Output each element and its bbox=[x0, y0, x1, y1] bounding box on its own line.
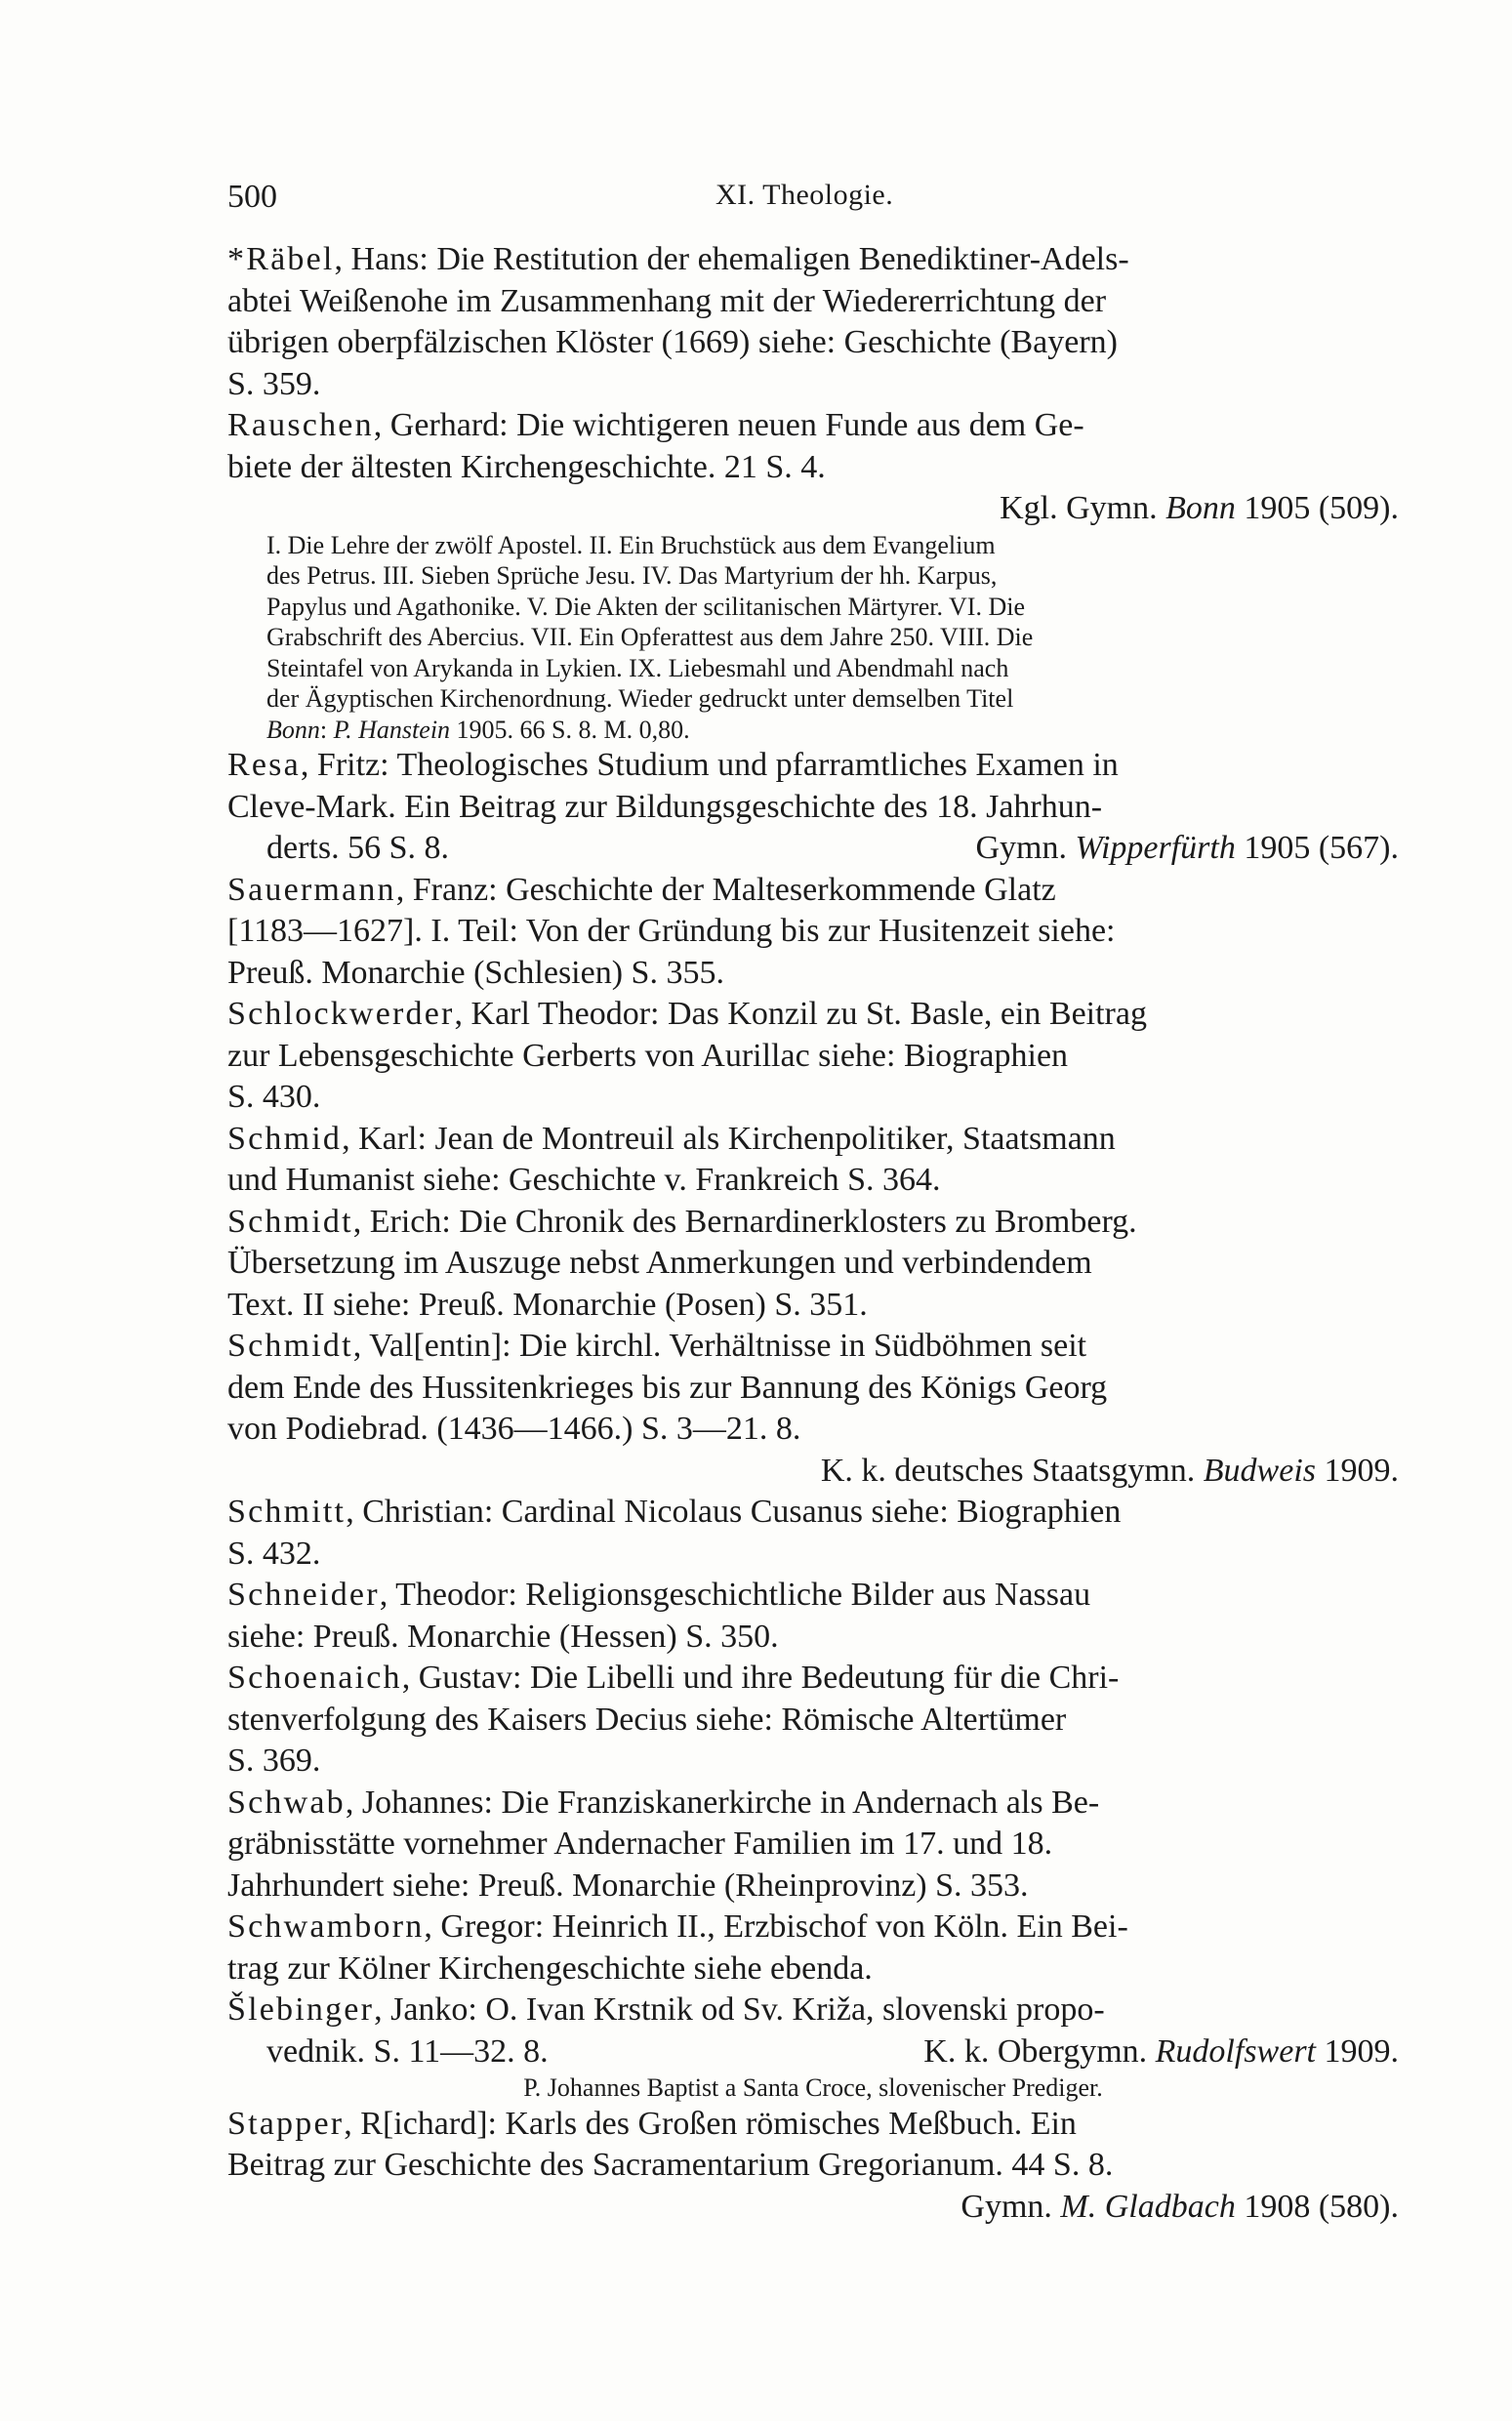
entry-line: stenverfolgung des Kaisers Decius siehe: Römische Altertümer bbox=[227, 1701, 1067, 1738]
entry-line: Text. II siehe: Preuß. Monarchie (Posen) S. 351. bbox=[227, 1286, 868, 1323]
entry-place: Gymn. M. Gladbach 1908 (580). bbox=[960, 2188, 1399, 2225]
bibliography-entry bbox=[227, 1119, 1399, 1202]
entry-line: , Christian: Cardinal Nicolaus Cusanus siehe: Biographien bbox=[346, 1494, 1122, 1530]
entry-line: siehe: Preuß. Monarchie (Hessen) S. 350. bbox=[227, 1618, 779, 1655]
entry-line: , R[ichard]: Karls des Großen römisches Meßbuch. Ein bbox=[344, 2105, 1077, 2142]
bibliography-entry bbox=[227, 1575, 1399, 1658]
entry-line: S. 359. bbox=[227, 365, 321, 402]
entry-note bbox=[227, 2072, 1399, 2104]
bibliography-entry bbox=[227, 1907, 1399, 1990]
entry-line: , Erich: Die Chronik des Bernardinerklosters zu Bromberg. bbox=[352, 1203, 1137, 1240]
entry-line: trag zur Kölner Kirchengeschichte siehe ebenda. bbox=[227, 1949, 873, 1987]
bibliography-entry bbox=[227, 745, 1399, 870]
place-city: M. Gladbach bbox=[1060, 2188, 1236, 2225]
note-line: P. Johannes Baptist a Santa Croce, slovenischer Prediger. bbox=[523, 2073, 1103, 2102]
entry-author: Sauermann bbox=[227, 871, 396, 908]
entry-place: K. k. Obergymn. Rudolfswert 1909. bbox=[923, 2032, 1399, 2070]
note-line: I. Die Lehre der zwölf Apostel. II. Ein Bruchstück aus dem Evangelium bbox=[266, 530, 996, 559]
entry-line: Jahrhundert siehe: Preuß. Monarchie (Rheinprovinz) S. 353. bbox=[227, 1867, 1029, 1904]
bibliography-entry bbox=[227, 2104, 1399, 2229]
entry-author: *Räbel bbox=[227, 241, 335, 277]
note-line: des Petrus. III. Sieben Sprüche Jesu. IV. Das Martyrium der hh. Karpus, bbox=[266, 561, 998, 590]
entry-author: Schwab bbox=[227, 1784, 346, 1821]
note-line: der Ägyptischen Kirchenordnung. Wieder gedruckt unter demselben Titel bbox=[266, 684, 1014, 713]
note-line: Steintafel von Arykanda in Lykien. IX. Liebesmahl und Abendmahl nach bbox=[266, 653, 1009, 682]
entry-line: , Gerhard: Die wichtigeren neuen Funde aus dem Ge- bbox=[373, 407, 1084, 443]
entry-line: biete der ältesten Kirchengeschichte. 21 S. 4. bbox=[227, 448, 826, 485]
place-city: Budweis bbox=[1203, 1452, 1316, 1489]
entry-line: abtei Weißenohe im Zusammenhang mit der Wiedererrichtung der bbox=[227, 282, 1107, 319]
bibliography-entry bbox=[227, 1783, 1399, 1908]
entry-line: , Karl: Jean de Montreuil als Kirchenpolitiker, Staatsmann bbox=[342, 1120, 1116, 1157]
entry-line: zur Lebensgeschichte Gerberts von Aurillac siehe: Biographien bbox=[227, 1037, 1069, 1074]
entry-line: S. 369. bbox=[227, 1743, 321, 1779]
entry-line: von Podiebrad. (1436—1466.) S. 3—21. 8. bbox=[227, 1411, 801, 1447]
bibliography-entry bbox=[227, 1658, 1399, 1783]
bibliography-list bbox=[227, 239, 1399, 2228]
entry-line: S. 432. bbox=[227, 1535, 321, 1572]
entry-author: Schoenaich bbox=[227, 1660, 402, 1696]
bibliography-entry bbox=[227, 405, 1399, 530]
bibliography-entry bbox=[227, 1326, 1399, 1492]
entry-author: Schmitt bbox=[227, 1494, 347, 1530]
entry-author: Schmidt bbox=[227, 1203, 353, 1240]
entry-place: Kgl. Gymn. Bonn 1905 (509). bbox=[1000, 490, 1399, 526]
note-line: Bonn: P. Hanstein 1905. 66 S. 8. M. 0,80. bbox=[266, 715, 690, 744]
entry-line: übrigen oberpfälzischen Klöster (1669) siehe: Geschichte (Bayern) bbox=[227, 324, 1118, 360]
entry-author: Schlockwerder bbox=[227, 996, 455, 1032]
bibliography-entry bbox=[227, 1202, 1399, 1327]
entry-line: , Fritz: Theologisches Studium und pfarramtliches Examen in bbox=[300, 747, 1119, 783]
entry-line: Beitrag zur Geschichte des Sacramentarium Gregorianum. 44 S. 8. bbox=[227, 2147, 1114, 2183]
entry-line: Cleve-Mark. Ein Beitrag zur Bildungsgeschichte des 18. Jahrhun- bbox=[227, 788, 1103, 825]
page-number: 500 bbox=[227, 179, 277, 215]
entry-line: , Gregor: Heinrich II., Erzbischof von Köln. Ein Bei- bbox=[424, 1908, 1128, 1945]
running-title: XI. Theologie. bbox=[715, 179, 894, 211]
entry-line: , Franz: Geschichte der Malteserkommende Glatz bbox=[395, 871, 1056, 908]
entry-note bbox=[227, 530, 1399, 746]
note-line: Grabschrift des Abercius. VII. Ein Opferattest aus dem Jahre 250. VIII. Die bbox=[266, 623, 1034, 651]
place-city: Rudolfswert bbox=[1155, 2032, 1316, 2070]
place-city: Bonn bbox=[1165, 490, 1236, 526]
entry-author: Schneider bbox=[227, 1577, 380, 1613]
entry-author: Stapper bbox=[227, 2105, 345, 2142]
bibliography-entry bbox=[227, 1492, 1399, 1575]
bibliography-entry bbox=[227, 870, 1399, 995]
entry-author: Schwamborn bbox=[227, 1908, 425, 1945]
entry-author: Rauschen bbox=[227, 407, 374, 443]
entry-author: Schmidt bbox=[227, 1328, 353, 1364]
bibliography-entry bbox=[227, 1990, 1399, 2072]
entry-line: Preuß. Monarchie (Schlesien) S. 355. bbox=[227, 954, 724, 991]
entry-line: , Gustav: Die Libelli und ihre Bedeutung für die Chri- bbox=[401, 1660, 1120, 1696]
place-city: Wipperfürth bbox=[1075, 830, 1236, 866]
note-line: Papylus und Agathonike. V. Die Akten der scilitanischen Märtyrer. VI. Die bbox=[266, 592, 1025, 621]
entry-line: , Val[entin]: Die kirchl. Verhältnisse in Südböhmen seit bbox=[352, 1328, 1087, 1364]
entry-author: Schmid bbox=[227, 1120, 343, 1157]
entry-line: derts. 56 S. 8. Gymn. Wipperfürth 1905 (567). bbox=[266, 828, 1399, 870]
entry-line: , Theodor: Religionsgeschichtliche Bilder aus Nassau bbox=[379, 1577, 1091, 1613]
entry-line: [1183—1627]. I. Teil: Von der Gründung bis zur Husitenzeit siehe: bbox=[227, 913, 1116, 949]
bibliography-entry bbox=[227, 994, 1399, 1119]
entry-line: , Johannes: Die Franziskanerkirche in Andernach als Be- bbox=[345, 1784, 1100, 1821]
entry-line: , Karl Theodor: Das Konzil zu St. Basle, ein Beitrag bbox=[454, 996, 1147, 1032]
entry-line: vednik. S. 11—32. 8. K. k. Obergymn. Rudolfswert 1909. bbox=[266, 2031, 1399, 2073]
entry-author: Šlebinger bbox=[227, 1991, 375, 2028]
bibliography-entry bbox=[227, 239, 1399, 405]
entry-line: S. 430. bbox=[227, 1079, 321, 1115]
entry-line: , Hans: Die Restitution der ehemaligen Benediktiner-Adels- bbox=[334, 241, 1129, 277]
entry-line: , Janko: O. Ivan Krstnik od Sv. Križa, slovenski propo- bbox=[374, 1991, 1105, 2028]
entry-place: K. k. deutsches Staatsgymn. Budweis 1909. bbox=[820, 1452, 1399, 1489]
entry-line: dem Ende des Hussitenkrieges bis zur Bannung des Königs Georg bbox=[227, 1369, 1108, 1406]
entry-line: gräbnisstätte vornehmer Andernacher Familien im 17. und 18. bbox=[227, 1826, 1053, 1862]
entry-line: und Humanist siehe: Geschichte v. Frankreich S. 364. bbox=[227, 1162, 941, 1198]
entry-line: Übersetzung im Auszuge nebst Anmerkungen und verbindendem bbox=[227, 1245, 1092, 1281]
entry-place: Gymn. Wipperfürth 1905 (567). bbox=[975, 830, 1399, 866]
entry-author: Resa bbox=[227, 747, 301, 783]
page-header bbox=[227, 179, 1379, 222]
